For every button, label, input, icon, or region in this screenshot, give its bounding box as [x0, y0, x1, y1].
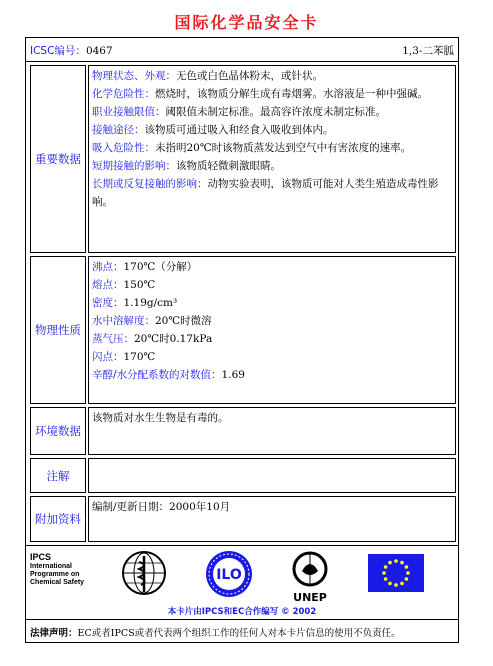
- logos-row: [26, 545, 458, 620]
- additional-info-content: 编制/更新日期：2000年10月: [88, 496, 456, 542]
- eu-star-icon: [384, 565, 388, 569]
- notes-content: [88, 458, 456, 493]
- ipcs-logo-text: [30, 552, 84, 587]
- eu-star-icon: [382, 571, 386, 575]
- ilo-text: ILO: [216, 567, 242, 583]
- ilo-emblem-icon: [204, 549, 254, 599]
- item-value: 1.69: [221, 369, 245, 381]
- unep-text: UNEP: [293, 591, 327, 604]
- ipcs-acronym: IPCS: [30, 552, 52, 562]
- property-item: [92, 294, 452, 312]
- important-data-content: [88, 65, 456, 253]
- item-value: 燃烧时，该物质分解生成有毒烟雾。水溶液是一种中强碱。: [155, 88, 428, 100]
- eu-star-icon: [394, 559, 398, 563]
- property-item: [92, 330, 452, 348]
- item-value: 该物质轻微刺激眼睛。: [176, 160, 281, 172]
- eu-star-icon: [400, 561, 404, 565]
- property-item: [92, 258, 452, 276]
- property-item: [92, 348, 452, 366]
- environment-data-label: 环境数据: [30, 407, 86, 455]
- item-value: 20℃时0.17kPa: [134, 333, 213, 345]
- item-value: 1.19g/cm³: [123, 297, 178, 309]
- item-key: 闪点：: [92, 351, 124, 363]
- icsc-value: 0467: [85, 45, 113, 57]
- item-value: 无色或白色晶体粉末，或针状。: [176, 70, 323, 82]
- item-value: 动物实验表明，该物质可能对人类生殖造成毒性影响。: [92, 178, 439, 208]
- item-key: 接触途径：: [92, 124, 145, 136]
- property-item: [92, 366, 452, 384]
- item-key: 沸点：: [92, 261, 124, 273]
- eu-star-icon: [405, 565, 409, 569]
- item-value: 170℃（分解）: [123, 261, 198, 273]
- item-key: 水中溶解度：: [92, 315, 155, 327]
- property-item: [92, 276, 452, 294]
- eu-star-icon: [384, 577, 388, 581]
- item-key: 长期或反复接触的影响：: [92, 178, 208, 190]
- item-value: 20℃时微溶: [155, 315, 212, 327]
- notes-label: 注解: [30, 458, 86, 493]
- unep-emblem-icon: [284, 549, 336, 605]
- important-item: [92, 139, 452, 157]
- environment-data-content: 该物质对水生生物是有毒的。: [88, 407, 456, 455]
- important-item: [92, 121, 452, 139]
- card-frame: [25, 37, 459, 643]
- item-value: 阈限值未制定标准。最高容许浓度未制定标准。: [165, 106, 386, 118]
- property-item: [92, 312, 452, 330]
- legal-text: EC或者IPCS或者代表两个组织工作的任何人对本卡片信息的使用不负责任。: [77, 628, 401, 639]
- item-key: 蒸气压：: [92, 333, 134, 345]
- eu-star-icon: [394, 583, 398, 587]
- ipcs-line: Programme on: [30, 571, 80, 578]
- item-key: 物理状态、外观：: [92, 70, 176, 82]
- important-item: [92, 103, 452, 121]
- legal-row: [26, 619, 458, 643]
- item-key: 密度：: [92, 297, 124, 309]
- card-title: 国际化学品安全卡: [174, 13, 319, 32]
- item-key: 短期接触的影响：: [92, 160, 176, 172]
- important-item: [92, 175, 452, 211]
- additional-info-label: 附加资料: [30, 496, 86, 542]
- who-emblem-icon: [121, 550, 167, 596]
- cooperation-note: 本卡片由IPCS和EC合作编写 © 2002: [167, 607, 317, 617]
- item-value: 170℃: [123, 351, 156, 363]
- eu-star-icon: [400, 582, 404, 586]
- ipcs-line: Chemical Safety: [30, 579, 85, 586]
- icsc-label: ICSC编号：: [30, 45, 86, 57]
- ipcs-line: International: [30, 563, 73, 570]
- item-key: 熔点：: [92, 279, 124, 291]
- important-data-label: 重要数据: [30, 65, 86, 253]
- item-key: 化学危险性：: [92, 88, 155, 100]
- eu-star-icon: [406, 571, 410, 575]
- chemical-name: 1,3-二苯胍: [402, 45, 454, 57]
- eu-flag-icon: [368, 554, 424, 592]
- item-key: 辛醇/水分配系数的对数值：: [92, 369, 222, 381]
- item-key: 吸入危险性：: [92, 142, 155, 154]
- eu-star-icon: [405, 577, 409, 581]
- eu-star-icon: [388, 582, 392, 586]
- eu-star-icon: [388, 561, 392, 565]
- important-item: [92, 157, 452, 175]
- icsc-number: [30, 43, 113, 58]
- physical-properties-content: [88, 256, 456, 404]
- important-item: [92, 85, 452, 103]
- item-key: 职业接触限值：: [92, 106, 166, 118]
- legal-statement: [30, 625, 401, 639]
- physical-properties-label: 物理性质: [30, 256, 86, 404]
- item-value: 150℃: [123, 279, 156, 291]
- card-header-row: [26, 38, 458, 62]
- item-value: 未指明20℃时该物质蒸发达到空气中有害浓度的速率。: [155, 142, 412, 154]
- legal-label: 法律声明：: [30, 628, 78, 639]
- item-value: 该物质可通过吸入和经食入吸收到体内。: [144, 124, 334, 136]
- important-item: [92, 67, 452, 85]
